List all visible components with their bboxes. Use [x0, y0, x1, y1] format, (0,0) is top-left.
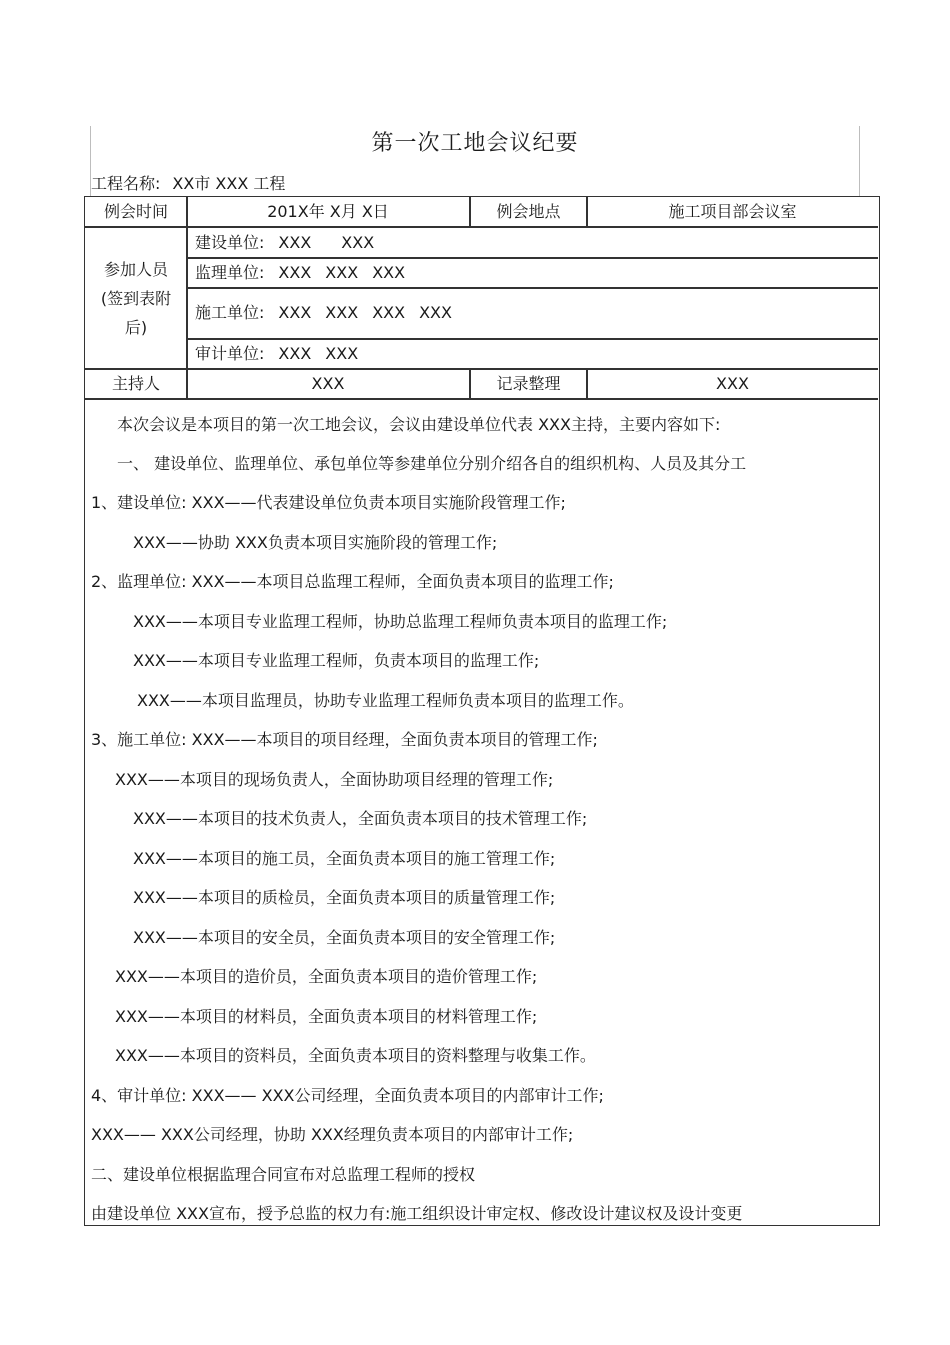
content-line: 二、建设单位根据监理合同宣布对总监理工程师的授权: [91, 1165, 476, 1184]
content-line: XXX——本项目监理员，协助专业监理工程师负责本项目的监理工作。: [137, 691, 634, 710]
attendees-label-line3: 后): [124, 318, 148, 337]
content-line: 本次会议是本项目的第一次工地会议，会议由建设单位代表 XXX主持，主要内容如下:: [117, 415, 721, 434]
content-line: 由建设单位 XXX宣布，授予总监的权力有:施工组织设计审定权、修改设计建议权及设计变更: [91, 1204, 743, 1223]
content-line: 1、建设单位: XXX——代表建设单位负责本项目实施阶段管理工作;: [91, 493, 566, 512]
content-line: XXX——本项目的资料员，全面负责本项目的资料整理与收集工作。: [115, 1046, 596, 1065]
content-line: 3、施工单位: XXX——本项目的项目经理，全面负责本项目的管理工作;: [91, 730, 598, 749]
project-name-line: [91, 171, 285, 194]
recorder-value: XXX: [716, 374, 749, 393]
content-line: XXX——本项目专业监理工程师，负责本项目的监理工作;: [133, 651, 540, 670]
attendee-row-client: 建设单位: XXX XXX: [195, 233, 375, 252]
content-line: XXX——本项目的施工员，全面负责本项目的施工管理工作;: [133, 849, 556, 868]
attendees-label-line1: 参加人员: [103, 260, 168, 279]
content-line: 2、监理单位: XXX——本项目总监理工程师，全面负责本项目的监理工作;: [91, 572, 614, 591]
host-value: XXX: [311, 374, 345, 393]
content-line: 一、 建设单位、监理单位、承包单位等参建单位分别介绍各自的组织机构、人员及其分工: [117, 454, 747, 473]
recorder-label: 记录整理: [496, 374, 561, 393]
content-line: XXX——本项目的技术负责人，全面负责本项目的技术管理工作;: [133, 809, 588, 828]
content-line: XXX—— XXX公司经理，协助 XXX经理负责本项目的内部审计工作;: [91, 1125, 574, 1144]
content-line: 4、审计单位: XXX—— XXX公司经理，全面负责本项目的内部审计工作;: [91, 1086, 604, 1105]
attendee-row-audit: 审计单位: XXX XXX: [195, 344, 359, 363]
attendee-row-supervisor: 监理单位: XXX XXX XXX: [195, 263, 406, 282]
host-label: 主持人: [111, 374, 160, 393]
content-line: XXX——本项目的质检员，全面负责本项目的质量管理工作;: [133, 888, 556, 907]
meeting-place-label: 例会地点: [496, 202, 561, 221]
content-line: XXX——本项目专业监理工程师，协助总监理工程师负责本项目的监理工作;: [133, 612, 668, 631]
project-name-value: XX市 XXX 工程: [172, 174, 286, 193]
document-title: 第一次工地会议纪要: [371, 131, 579, 156]
project-name-label: 工程名称:: [91, 174, 161, 193]
meeting-time-label: 例会时间: [103, 202, 168, 221]
content-line: XXX——本项目的安全员，全面负责本项目的安全管理工作;: [133, 928, 556, 947]
attendees-label-line2: (签到表附: [100, 289, 172, 308]
content-line: XXX——协助 XXX负责本项目实施阶段的管理工作;: [133, 533, 498, 552]
meeting-place-value: 施工项目部会议室: [668, 202, 797, 221]
meeting-time-value: 201X年 X月 X日: [267, 202, 389, 221]
content-line: XXX——本项目的材料员，全面负责本项目的材料管理工作;: [115, 1007, 538, 1026]
attendee-row-contractor: 施工单位: XXX XXX XXX XXX: [195, 303, 452, 322]
content-line: XXX——本项目的造价员，全面负责本项目的造价管理工作;: [115, 967, 538, 986]
content-line: XXX——本项目的现场负责人，全面协助项目经理的管理工作;: [115, 770, 554, 789]
